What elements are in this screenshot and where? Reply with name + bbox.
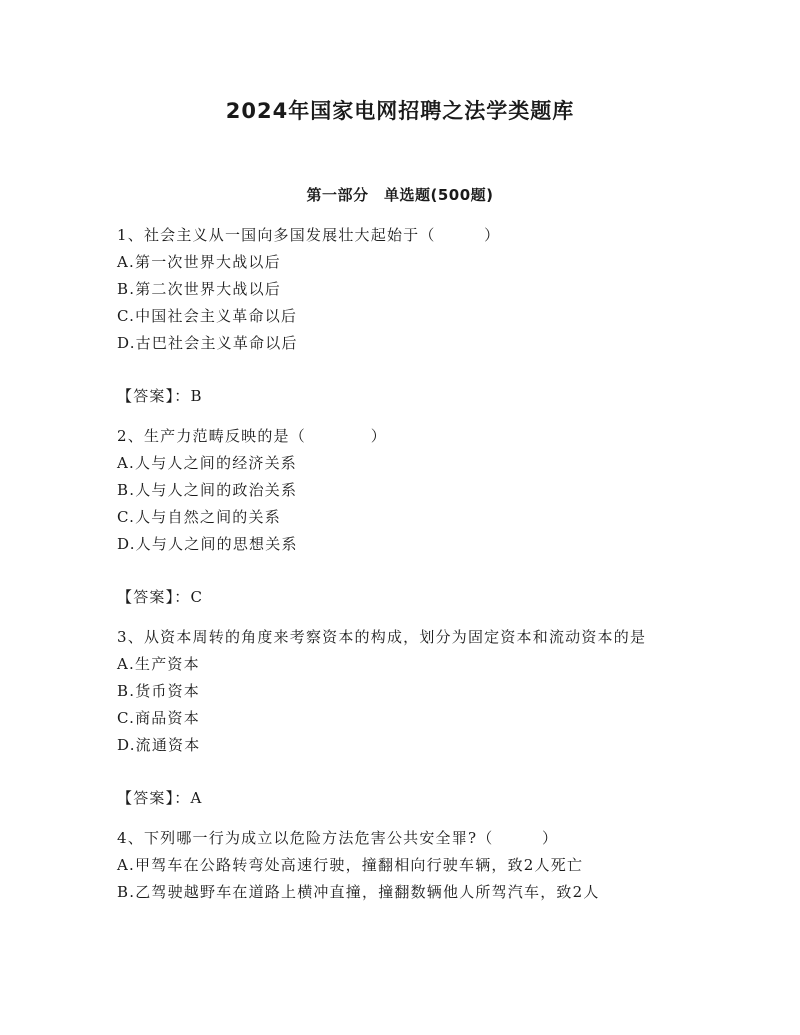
option-d: D.古巴社会主义革命以后 (117, 334, 298, 352)
option-a: A.人与人之间的经济关系 (117, 454, 298, 472)
answer-value: A (190, 789, 203, 807)
option-a: A.第一次世界大战以后 (117, 253, 281, 271)
option-c: C.中国社会主义革命以后 (117, 307, 298, 325)
question-1 (117, 222, 687, 410)
option-b: B.乙驾驶越野车在道路上横冲直撞，撞翻数辆他人所驾汽车，致2人 (117, 883, 600, 901)
document-title: 2024年国家电网招聘之法学类题库 (225, 99, 575, 123)
answer-label: 【答案】： (117, 789, 191, 807)
answer-line (117, 383, 687, 410)
answer-line (117, 785, 687, 812)
section-title: 第一部分 单选题(500题) (306, 186, 494, 204)
option-b: B.货币资本 (117, 682, 200, 700)
question-stem: 1、社会主义从一国向多国发展壮大起始于（ ） (117, 226, 501, 244)
question-list (117, 222, 687, 906)
question-2 (117, 423, 687, 611)
option-d: D.流通资本 (117, 736, 201, 754)
answer-value: B (190, 387, 203, 405)
question-stem: 2、生产力范畴反映的是（ ） (117, 427, 387, 445)
option-d: D.人与人之间的思想关系 (117, 535, 298, 553)
answer-value: C (190, 588, 204, 606)
option-c: C.商品资本 (117, 709, 200, 727)
option-a: A.生产资本 (117, 655, 200, 673)
question-stem: 4、下列哪一行为成立以危险方法危害公共安全罪?（ ） (117, 829, 559, 847)
option-b: B.人与人之间的政治关系 (117, 481, 298, 499)
question-4 (117, 825, 687, 906)
answer-label: 【答案】： (117, 588, 191, 606)
answer-line (117, 584, 687, 611)
option-c: C.人与自然之间的关系 (117, 508, 281, 526)
option-b: B.第二次世界大战以后 (117, 280, 281, 298)
question-stem: 3、从资本周转的角度来考察资本的构成，划分为固定资本和流动资本的是 (117, 628, 647, 646)
answer-label: 【答案】： (117, 387, 191, 405)
question-3 (117, 624, 687, 812)
option-a: A.甲驾车在公路转弯处高速行驶，撞翻相向行驶车辆，致2人死亡 (117, 856, 584, 874)
